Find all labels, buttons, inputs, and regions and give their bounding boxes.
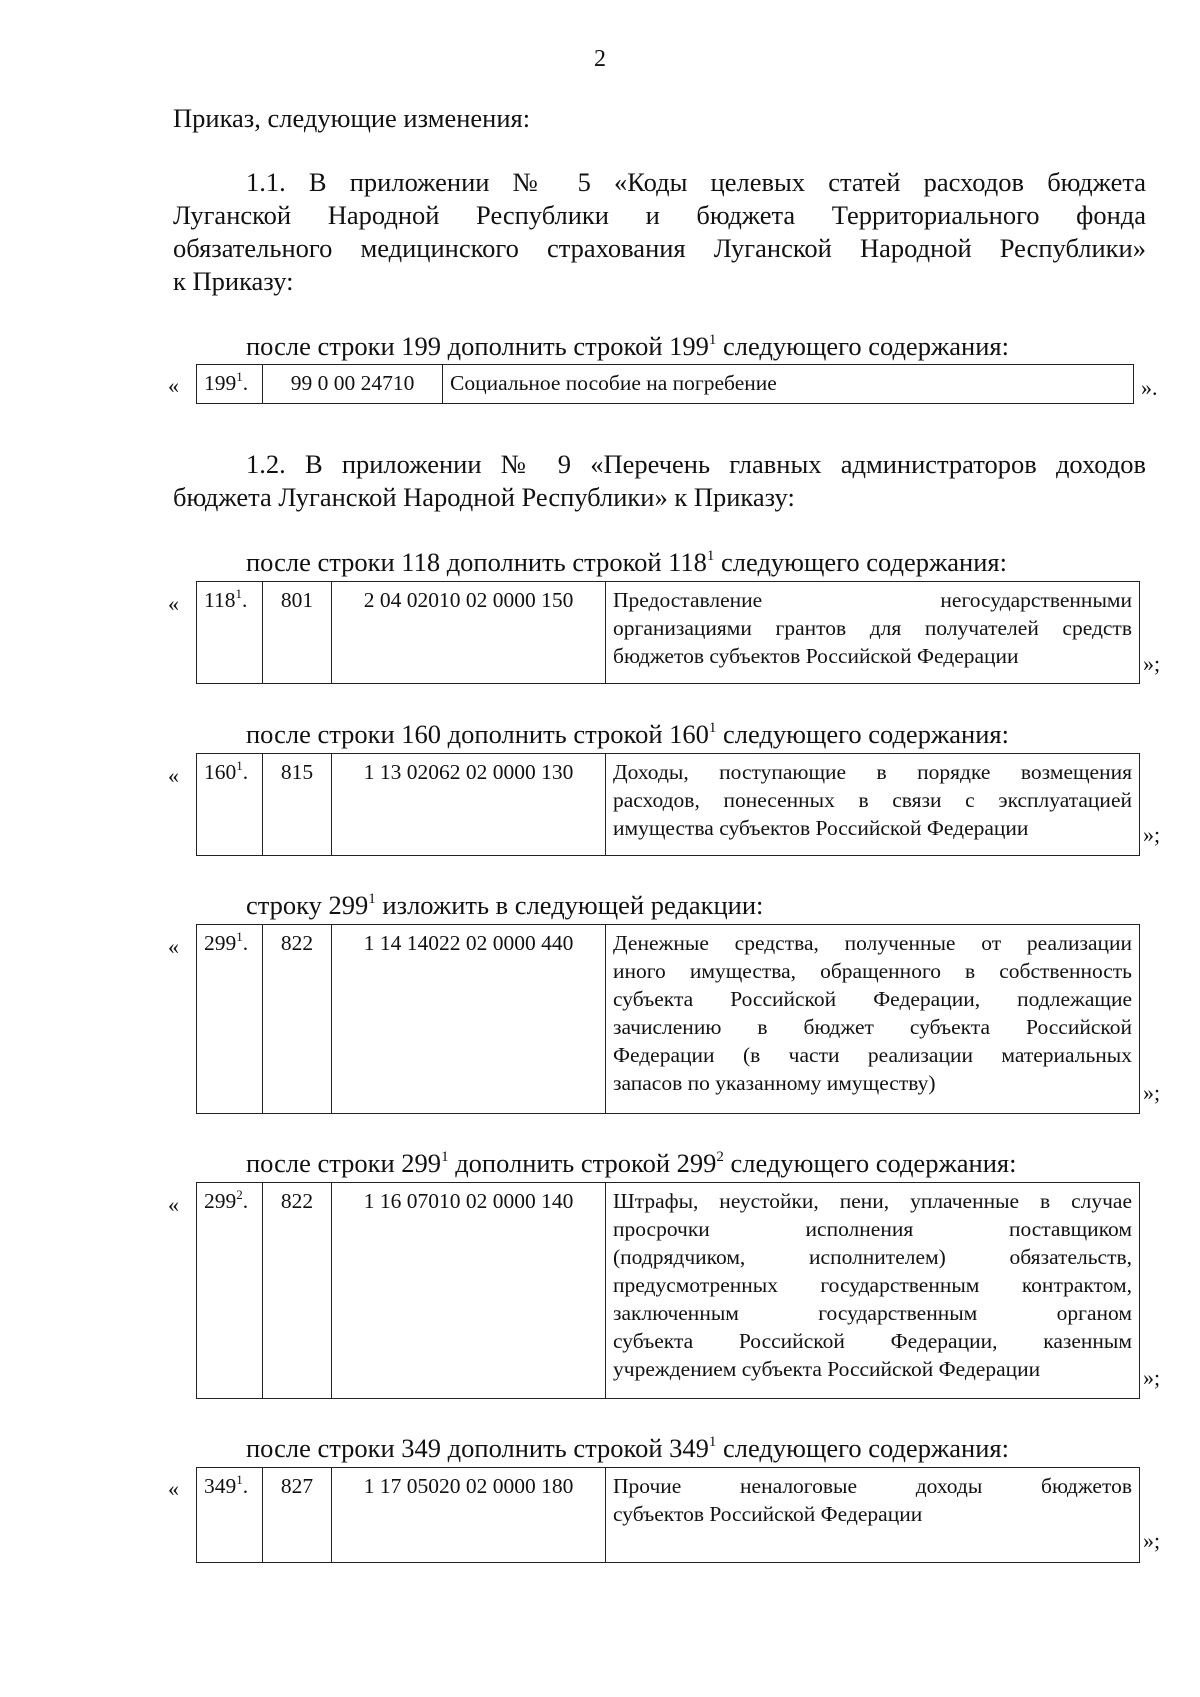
table-row-299-1: [196, 924, 1140, 1114]
section-1-2-line: бюджета Луганской Народной Республики» к Приказу:: [173, 482, 795, 512]
section-1-1-paragraph: [173, 166, 1146, 298]
row-text: Социальное пособие на погребение: [443, 365, 1134, 404]
row-code: 1 14 14022 02 0000 440: [332, 925, 606, 1114]
instruction-199: после строки 199 дополнить строкой $199^1$ следующего содержания:: [246, 331, 1009, 361]
table-row-199: [196, 364, 1134, 404]
row-admin-code: 822: [263, 925, 332, 1114]
row-number: $349^1$.: [197, 1468, 263, 1563]
table-row: [197, 1183, 1140, 1399]
open-quote: «: [168, 373, 179, 398]
section-1-1-line: 1.1. В приложении № 5 «Коды целевых статей расходов бюджета: [246, 167, 1146, 197]
open-quote: «: [168, 1192, 179, 1217]
instruction-349: после строки 349 дополнить строкой $349^1$ следующего содержания:: [246, 1433, 1009, 1463]
section-1-1-line: Луганской Народной Республики и бюджета Территориального фонда: [173, 200, 1146, 230]
row-admin-code: 822: [263, 1183, 332, 1399]
table-row: [197, 1468, 1140, 1563]
section-1-2-paragraph: [173, 448, 1146, 514]
row-admin-code: 827: [263, 1468, 332, 1563]
table-row: [197, 582, 1140, 684]
table-row: [197, 754, 1140, 856]
table-row-160: [196, 753, 1140, 856]
table-row-349: [196, 1467, 1140, 1563]
open-quote: «: [168, 591, 179, 616]
instruction-299-1: строку $299^1$ изложить в следующей редакции:: [246, 890, 764, 920]
close-quote: »;: [1143, 1365, 1161, 1390]
table-row-299-2: [196, 1182, 1140, 1399]
row-text: Денежные средства, полученные от реализации иного имущества, обращенного в собственность субъекта Российской Федерации, подлежащие зачислению в бюджет субъекта Российской Федерации (в части реализации материальных запасов по указанному имуществу): [606, 925, 1140, 1114]
instruction-118: после строки 118 дополнить строкой $118^1$ следующего содержания:: [246, 547, 1007, 577]
row-admin-code: 801: [263, 582, 332, 684]
row-code: 2 04 02010 02 0000 150: [332, 582, 606, 684]
close-quote: »;: [1143, 822, 1161, 847]
row-number: $199^1$.: [197, 365, 263, 404]
close-quote: »;: [1143, 651, 1161, 676]
row-code: 1 13 02062 02 0000 130: [332, 754, 606, 856]
close-quote: ».: [1141, 375, 1158, 400]
row-code: 1 17 05020 02 0000 180: [332, 1468, 606, 1563]
close-quote: »;: [1143, 1528, 1161, 1553]
instruction-299-2: после строки $299^1$ дополнить строкой $299^2$ следующего содержания:: [246, 1148, 1017, 1178]
open-quote: «: [168, 763, 179, 788]
page-number: 2: [594, 46, 606, 72]
instruction-160: после строки 160 дополнить строкой $160^1$ следующего содержания:: [246, 719, 1009, 749]
row-number: $299^2$.: [197, 1183, 263, 1399]
row-number: $160^1$.: [197, 754, 263, 856]
row-text: Прочие неналоговые доходы бюджетов субъектов Российской Федерации: [606, 1468, 1140, 1563]
row-admin-code: 815: [263, 754, 332, 856]
section-1-1-line: обязательного медицинского страхования Луганской Народной Республики»: [173, 233, 1146, 263]
row-number: $299^1$.: [197, 925, 263, 1114]
row-text: Предоставление негосударственными организациями грантов для получателей средств бюджетов субъектов Российской Федерации: [606, 582, 1140, 684]
row-code: 99 0 00 24710: [263, 365, 443, 404]
open-quote: «: [168, 934, 179, 959]
table-row: [197, 925, 1140, 1114]
intro-text: Приказ, следующие изменения:: [173, 103, 531, 133]
section-1-2-line: 1.2. В приложении № 9 «Перечень главных администраторов доходов: [246, 449, 1146, 479]
close-quote: »;: [1143, 1080, 1161, 1105]
section-1-1-line: к Приказу:: [173, 266, 294, 296]
row-text: Штрафы, неустойки, пени, уплаченные в случае просрочки исполнения поставщиком (подрядчиком, исполнителем) обязательств, предусмотренных государственным контрактом, заключенным государственным органом субъекта Российской Федерации, казенным учреждением субъекта Российской Федерации: [606, 1183, 1140, 1399]
row-number: $118^1$.: [197, 582, 263, 684]
open-quote: «: [168, 1476, 179, 1501]
table-row: [197, 365, 1134, 404]
row-text: Доходы, поступающие в порядке возмещения расходов, понесенных в связи с эксплуатацией имущества субъектов Российской Федерации: [606, 754, 1140, 856]
table-row-118: [196, 581, 1140, 684]
row-code: 1 16 07010 02 0000 140: [332, 1183, 606, 1399]
